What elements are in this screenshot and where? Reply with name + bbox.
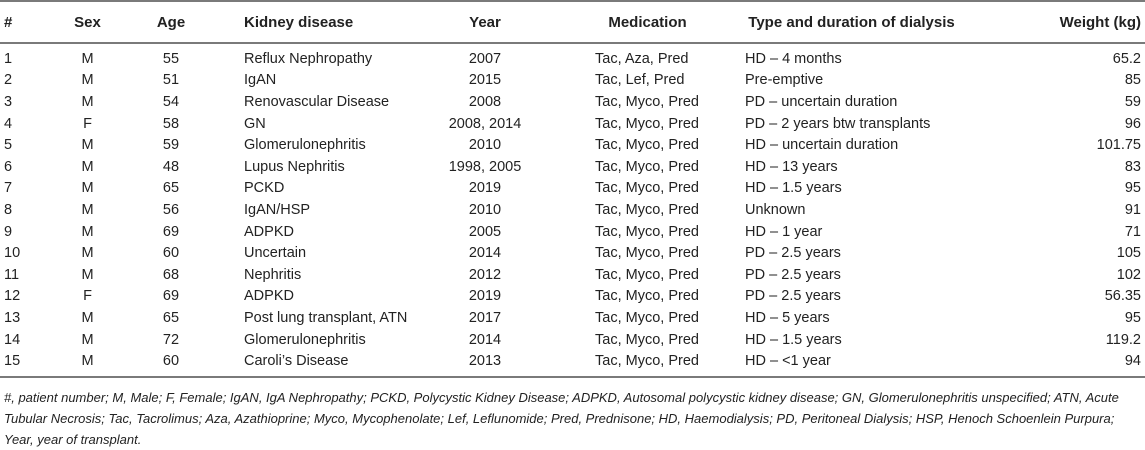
cell-weight: 83 bbox=[1124, 158, 1141, 175]
cell-number: 5 bbox=[4, 137, 13, 154]
cell-dialysis: HD – 13 years bbox=[745, 158, 838, 175]
cell-number: 10 bbox=[4, 245, 21, 262]
cell-year: 2010 bbox=[468, 201, 502, 218]
cell-dialysis: HD – 1 year bbox=[745, 223, 823, 240]
cell-number: 9 bbox=[4, 223, 13, 240]
cell-medication: Tac, Myco, Pred bbox=[595, 309, 699, 326]
cell-kidney-disease: Reflux Nephropathy bbox=[244, 50, 373, 67]
cell-dialysis: HD – <1 year bbox=[730, 350, 973, 377]
cell-age: 72 bbox=[162, 331, 180, 348]
cell-dialysis: HD – 4 months bbox=[745, 50, 842, 67]
cell-weight: 85 bbox=[1124, 72, 1141, 89]
cell-age: 69 bbox=[162, 223, 180, 240]
cell-number: 12 bbox=[4, 288, 21, 305]
cell-medication: Tac, Myco, Pred bbox=[595, 115, 699, 132]
cell-year: 2014 bbox=[468, 331, 502, 348]
table-row bbox=[0, 350, 1145, 377]
cell-age: 65 bbox=[162, 180, 180, 197]
table-row bbox=[0, 134, 1145, 156]
cell-medication: Tac, Myco, Pred bbox=[565, 350, 730, 377]
cell-age: 60 bbox=[130, 350, 212, 377]
table-footnote: #, patient number; M, Male; F, Female; IgAN, IgA Nephropathy; PCKD, Polycystic Kidney Disease; ADPKD, Autosomal polycystic kidney disease; GN, Glomerulonephritis unspecified; ATN, Acute Tubular Necrosis; Tac, Tacrolimus; Aza, Azathioprine; Myco, Mycophenolate; Lef, Leflunomide; Pred, Prednisone; HD, Haemodialysis; PD, Peritoneal Dialysis; HSP, Henoch Schoenlein Purpura; Year, year of transplant. bbox=[4, 390, 1119, 447]
cell-sex: M bbox=[81, 180, 94, 197]
cell-kidney-disease: Lupus Nephritis bbox=[244, 158, 345, 175]
cell-dialysis: Unknown bbox=[745, 201, 806, 218]
cell-year: 2008, 2014 bbox=[448, 115, 522, 132]
cell-medication: Tac, Myco, Pred bbox=[595, 288, 699, 305]
cell-medication: Tac, Myco, Pred bbox=[595, 180, 699, 197]
cell-weight: 71 bbox=[1124, 223, 1141, 240]
cell-age: 56 bbox=[162, 201, 180, 218]
cell-year: 2019 bbox=[468, 288, 502, 305]
cell-year: 2005 bbox=[468, 223, 502, 240]
cell-sex: M bbox=[81, 331, 94, 348]
cell-year: 2013 bbox=[405, 350, 565, 377]
cell-medication: Tac, Myco, Pred bbox=[595, 137, 699, 154]
cell-weight: 59 bbox=[1124, 93, 1141, 110]
cell-age: 55 bbox=[162, 50, 180, 67]
cell-kidney-disease: Uncertain bbox=[244, 245, 307, 262]
cell-kidney-disease: IgAN bbox=[244, 72, 277, 89]
cell-kidney-disease: Renovascular Disease bbox=[244, 93, 390, 110]
cell-age: 65 bbox=[162, 309, 180, 326]
cell-kidney-disease: Nephritis bbox=[244, 266, 302, 283]
cell-dialysis: PD – 2.5 years bbox=[745, 266, 841, 283]
cell-weight: 105 bbox=[1116, 245, 1141, 262]
cell-weight: 96 bbox=[1124, 115, 1141, 132]
cell-sex: M bbox=[81, 201, 94, 218]
cell-weight: 102 bbox=[1116, 266, 1141, 283]
cell-dialysis: HD – 1.5 years bbox=[745, 180, 842, 197]
cell-medication: Tac, Aza, Pred bbox=[595, 50, 689, 67]
cell-sex: M bbox=[81, 223, 94, 240]
cell-year: 2017 bbox=[468, 309, 502, 326]
cell-age: 59 bbox=[162, 137, 180, 154]
cell-number: 6 bbox=[4, 158, 13, 175]
cell-kidney-disease: Glomerulonephritis bbox=[244, 331, 366, 348]
table-body bbox=[0, 43, 1145, 377]
cell-sex: M bbox=[45, 350, 130, 377]
cell-dialysis: PD – uncertain duration bbox=[745, 93, 898, 110]
table-header bbox=[0, 1, 1145, 43]
cell-kidney-disease: ADPKD bbox=[244, 288, 294, 305]
table-row bbox=[0, 156, 1145, 178]
cell-dialysis: PD – 2 years btw transplants bbox=[745, 115, 931, 132]
cell-kidney-disease: GN bbox=[244, 115, 266, 132]
cell-number: 13 bbox=[4, 309, 21, 326]
cell-number: 1 bbox=[4, 50, 13, 67]
cell-year: 2010 bbox=[468, 137, 502, 154]
cell-number: 15 bbox=[0, 350, 45, 377]
cell-medication: Tac, Myco, Pred bbox=[595, 245, 699, 262]
table-row bbox=[0, 329, 1145, 351]
header-cell-medication: Medication bbox=[565, 1, 730, 43]
cell-sex: M bbox=[81, 158, 94, 175]
header-cell-year: Year bbox=[405, 1, 565, 43]
cell-dialysis: HD – 5 years bbox=[745, 309, 830, 326]
cell-year: 2019 bbox=[468, 180, 502, 197]
cell-dialysis: HD – 1.5 years bbox=[745, 331, 842, 348]
cell-medication: Tac, Myco, Pred bbox=[595, 223, 699, 240]
cell-year: 2015 bbox=[468, 72, 502, 89]
cell-sex: M bbox=[81, 309, 94, 326]
cell-number: 3 bbox=[4, 93, 13, 110]
cell-weight: 94 bbox=[973, 350, 1145, 377]
table-row bbox=[0, 221, 1145, 243]
header-cell-sex: Sex bbox=[45, 1, 130, 43]
cell-medication: Tac, Lef, Pred bbox=[595, 72, 685, 89]
cell-number: 14 bbox=[4, 331, 21, 348]
cell-year: 2014 bbox=[468, 245, 502, 262]
cell-kidney-disease: ADPKD bbox=[244, 223, 294, 240]
table-row bbox=[0, 264, 1145, 286]
header-cell-number: # bbox=[0, 1, 45, 43]
cell-medication: Tac, Myco, Pred bbox=[595, 93, 699, 110]
table-row bbox=[0, 307, 1145, 329]
cell-medication: Tac, Myco, Pred bbox=[595, 331, 699, 348]
cell-number: 11 bbox=[4, 266, 20, 283]
cell-sex: M bbox=[81, 266, 94, 283]
cell-medication: Tac, Myco, Pred bbox=[595, 158, 699, 175]
table-row bbox=[0, 113, 1145, 135]
cell-dialysis: PD – 2.5 years bbox=[745, 288, 841, 305]
cell-number: 7 bbox=[4, 180, 13, 197]
cell-age: 69 bbox=[162, 288, 180, 305]
cell-age: 48 bbox=[162, 158, 180, 175]
cell-sex: F bbox=[83, 115, 92, 132]
cell-year: 2007 bbox=[468, 50, 502, 67]
cell-sex: M bbox=[81, 245, 94, 262]
cell-dialysis: HD – uncertain duration bbox=[745, 137, 899, 154]
cell-year: 2012 bbox=[468, 266, 502, 283]
cell-number: 4 bbox=[4, 115, 13, 132]
cell-number: 8 bbox=[4, 201, 13, 218]
cell-weight: 95 bbox=[1124, 309, 1141, 326]
table-row bbox=[0, 178, 1145, 200]
cell-kidney-disease: PCKD bbox=[244, 180, 285, 197]
cell-weight: 65.2 bbox=[1112, 50, 1141, 67]
cell-medication: Tac, Myco, Pred bbox=[595, 266, 699, 283]
cell-kidney-disease: Caroli’s Disease bbox=[212, 350, 405, 377]
cell-sex: M bbox=[81, 50, 94, 67]
cell-sex: M bbox=[81, 93, 94, 110]
table-row bbox=[0, 91, 1145, 113]
cell-dialysis: Pre-emptive bbox=[745, 72, 824, 89]
header-row bbox=[0, 1, 1145, 43]
cell-weight: 101.75 bbox=[1096, 137, 1141, 154]
cell-year: 2008 bbox=[468, 93, 502, 110]
cell-number: 2 bbox=[4, 72, 13, 89]
cell-weight: 91 bbox=[1124, 201, 1141, 218]
cell-kidney-disease: IgAN/HSP bbox=[244, 201, 311, 218]
cell-age: 58 bbox=[162, 115, 180, 132]
cell-age: 51 bbox=[162, 72, 180, 89]
table-row bbox=[0, 43, 1145, 70]
cell-kidney-disease: Post lung transplant, ATN bbox=[244, 309, 408, 326]
table-row bbox=[0, 199, 1145, 221]
cell-year: 1998, 2005 bbox=[448, 158, 522, 175]
cell-dialysis: PD – 2.5 years bbox=[745, 245, 841, 262]
cell-weight: 56.35 bbox=[1104, 288, 1141, 305]
header-cell-weight: Weight (kg) bbox=[973, 1, 1145, 43]
header-cell-kidney-disease: Kidney disease bbox=[212, 1, 405, 43]
cell-sex: M bbox=[81, 137, 94, 154]
cell-weight: 119.2 bbox=[1105, 331, 1141, 348]
cell-age: 68 bbox=[162, 266, 180, 283]
cell-sex: M bbox=[81, 72, 94, 89]
cell-age: 54 bbox=[162, 93, 180, 110]
header-cell-dialysis: Type and duration of dialysis bbox=[730, 1, 973, 43]
cell-weight: 95 bbox=[1124, 180, 1141, 197]
table-row bbox=[0, 70, 1145, 92]
header-cell-age: Age bbox=[130, 1, 212, 43]
cell-medication: Tac, Myco, Pred bbox=[595, 201, 699, 218]
table-row bbox=[0, 242, 1145, 264]
cell-kidney-disease: Glomerulonephritis bbox=[244, 137, 366, 154]
cell-sex: F bbox=[83, 288, 92, 305]
table-row bbox=[0, 286, 1145, 308]
cell-age: 60 bbox=[162, 245, 180, 262]
